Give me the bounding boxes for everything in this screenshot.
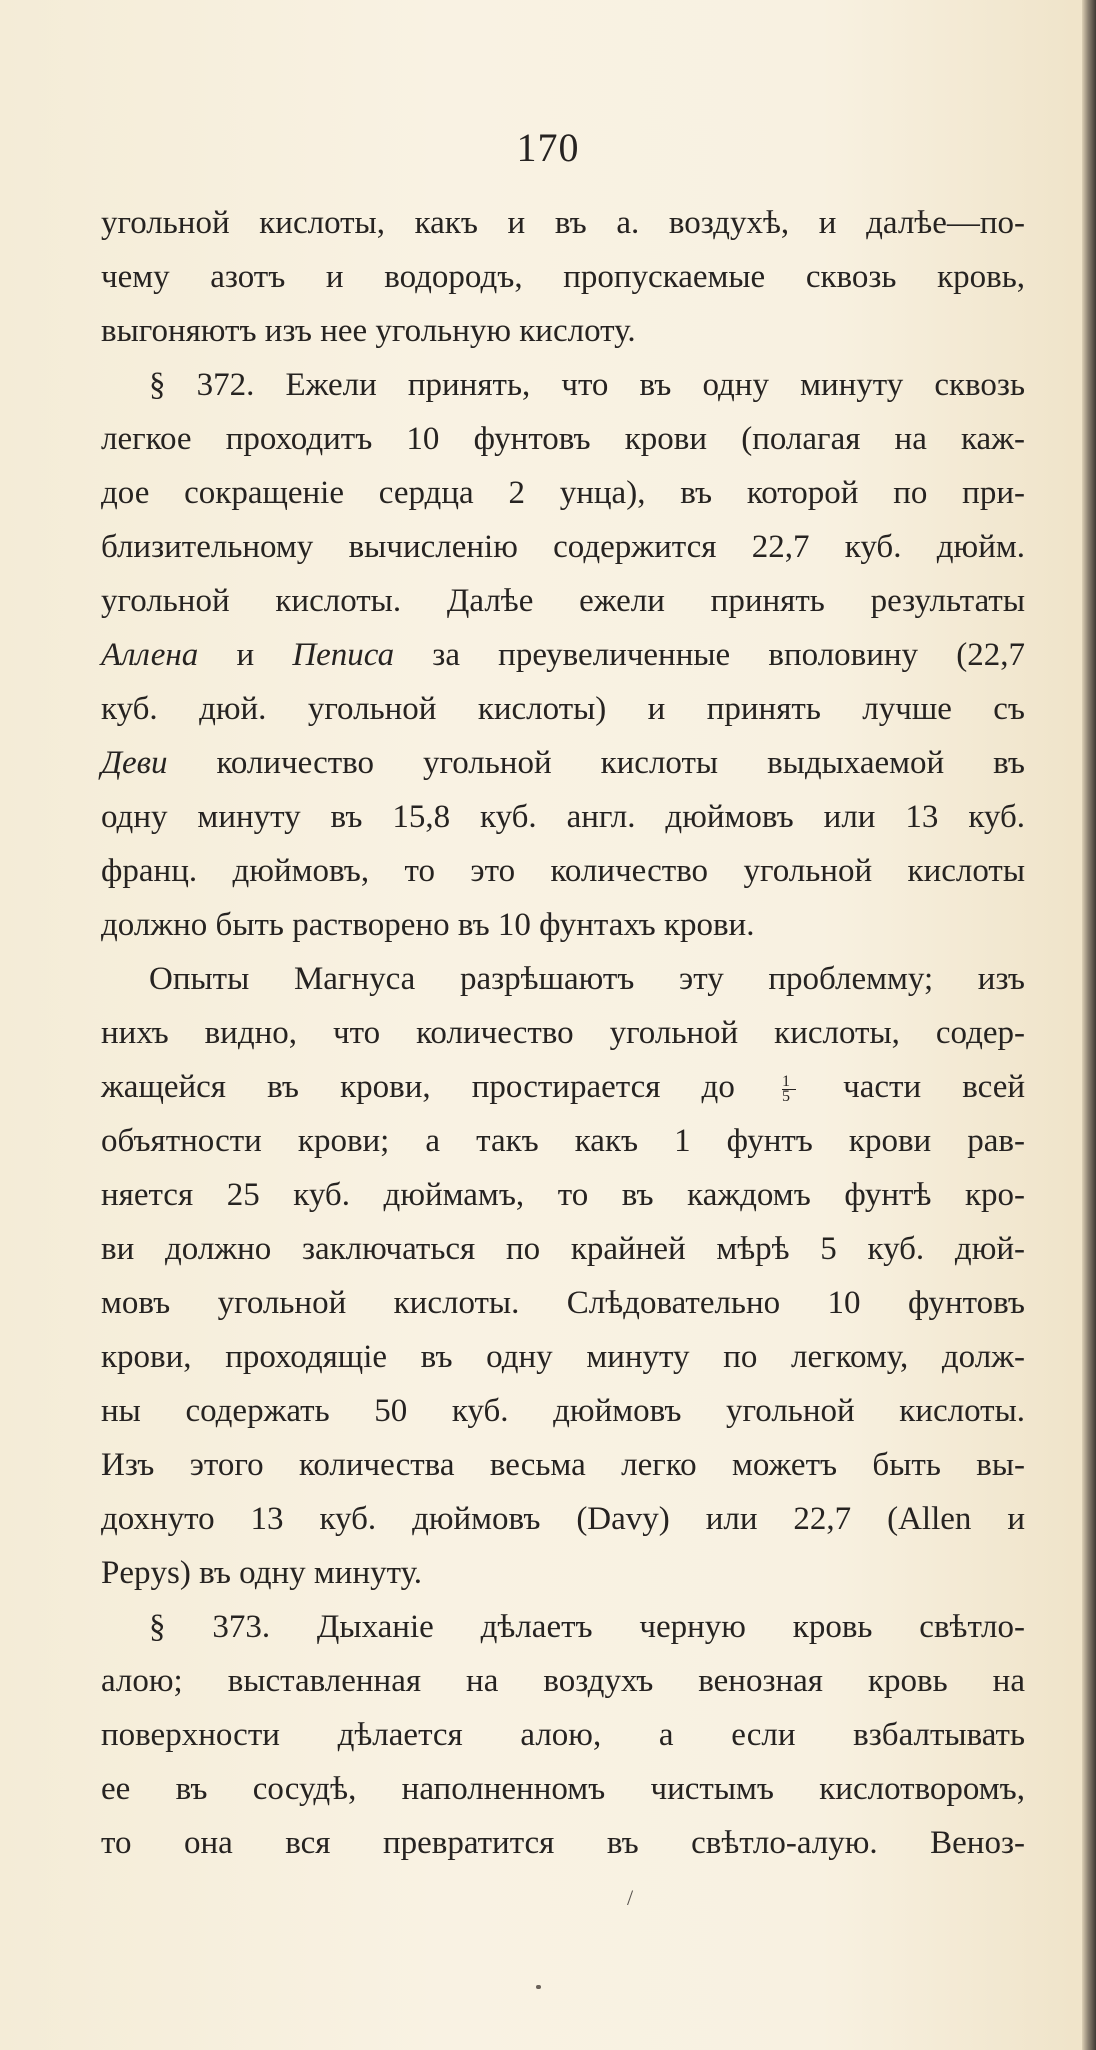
text-line: алою; выставленная на воздухъ венозная кровь на [101,1663,1025,1699]
text-line: выгоняютъ изъ нее угольную кислоту. [101,313,636,349]
text-line: ви должно заключаться по крайней мѣрѣ 5 куб. дюй- [101,1231,1025,1267]
text-line: дохнуто 13 куб. дюймовъ (Davy) или 22,7 (Allen и [101,1501,1025,1537]
author-name-pepys: Пеписа [292,637,395,673]
text-line: дое сокращеніе сердца 2 унца), въ которой по при- [101,475,1025,511]
paragraph-magnus-start: Опыты Магнуса разрѣшаютъ эту проблемму; изъ [149,961,1025,997]
text-line: угольной кислоты. Далѣе ежели принять результаты [101,583,1025,619]
text-span: и [198,637,293,673]
text-line: ее въ сосудѣ, наполненномъ чистымъ кислотворомъ, [101,1771,1025,1807]
text-line: объятности крови; а такъ какъ 1 фунтъ крови рав- [101,1123,1025,1159]
text-line [101,736,1025,790]
text-line: ны содержать 50 куб. дюймовъ угольной кислоты. [101,1393,1025,1429]
text-span: количество угольной кислоты выдыхаемой въ [167,745,1025,781]
text-line: должно быть растворено въ 10 фунтахъ крови. [101,907,755,943]
text-line: Изъ этого количества весьма легко можетъ быть вы- [101,1447,1025,1483]
body-text [101,196,1025,1870]
text-line [101,1060,1025,1114]
text-line: нихъ видно, что количество угольной кислоты, содер- [101,1015,1025,1051]
bottom-ink-dot [536,1985,541,1989]
text-line: мовъ угольной кислоты. Слѣдовательно 10 фунтовъ [101,1285,1025,1321]
text-line: крови, проходящіе въ одну минуту по легкому, долж- [101,1339,1025,1375]
paragraph-372-start: § 372. Ежели принять, что въ одну минуту сквозь [149,367,1025,403]
text-line: чему азотъ и водородъ, пропускаемые сквозь кровь, [101,259,1025,295]
author-name-davy: Деви [101,745,168,781]
bottom-stray-mark: / [627,1885,634,1910]
fraction-denominator: 5 [782,1087,790,1105]
text-line: легкое проходитъ 10 фунтовъ крови (полагая на каж- [101,421,1025,457]
page-edge-shadow [1082,0,1096,2050]
text-span: за преувеличенные вполовину (22,7 [394,637,1025,673]
text-line: Pepys) въ одну минуту. [101,1555,423,1591]
text-line: близительному вычисленію содержится 22,7 куб. дюйм. [101,529,1025,565]
text-line: одну минуту въ 15,8 куб. англ. дюймовъ или 13 куб. [101,799,1025,835]
text-line: куб. дюй. угольной кислоты) и принять лучше съ [101,691,1025,727]
text-line: франц. дюймовъ, то это количество угольной кислоты [101,853,1025,889]
author-name-allen: Аллена [101,637,199,673]
text-line: няется 25 куб. дюймамъ, то въ каждомъ фунтѣ кро- [101,1177,1025,1213]
text-line [101,628,1025,682]
text-line: то она вся превратится въ свѣтло-алую. Веноз- [101,1825,1025,1861]
fraction-one-fifth [782,1072,796,1105]
text-span: жащейся въ крови, простирается до [101,1069,735,1105]
paragraph-373-start: § 373. Дыханіе дѣлаетъ черную кровь свѣтло- [149,1609,1025,1645]
text-line: поверхности дѣлается алою, а если взбалтывать [101,1717,1025,1753]
page-number: 170 [516,125,580,170]
text-span: части всей [843,1069,1025,1105]
text-line: угольной кислоты, какъ и въ а. воздухѣ, и далѣе—по- [101,205,1025,241]
fraction-numerator: 1 [782,1075,796,1090]
